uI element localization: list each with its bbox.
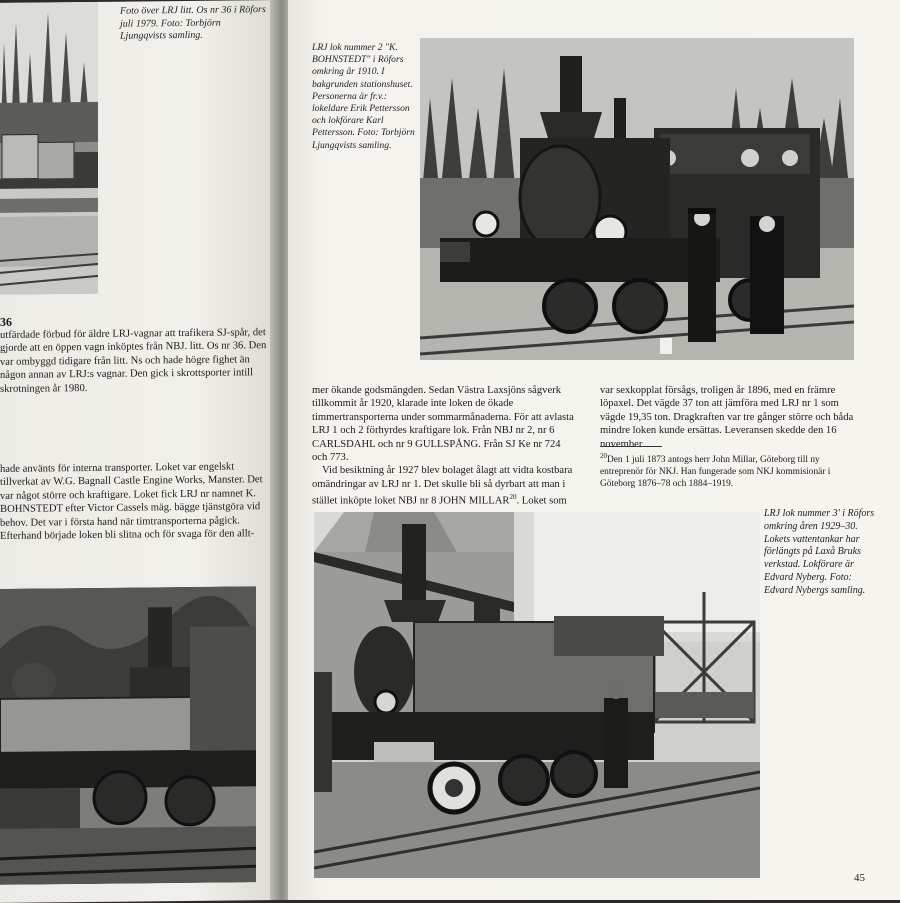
caption-bottom-photo: LRJ lok nummer 3' i Röfors omkring åren 1929–30. Lokets vattentankar har förlängts på Laxå Bruks verkstad. Lokförare är Edvard Nyberg. Foto: Edvard Nybergs samling. [764,508,875,596]
footnote-ref-20: 20 [509,493,517,502]
photo-wagon-os36 [0,2,98,295]
caption-left-top: Foto över LRJ litt. Os nr 36 i Röfors juli 1979. Foto: Torbjörn Ljungqvists samling. [120,4,266,42]
col1-paragraph-1: mer ökande godsmängden. Sedan Västra Laxsjöns sågverk tillkommit år 1920, klarade inte loken de ökade timmertransporterna under sommarmånaderna. För att avlasta LRJ 1 och 2 förhyrdes kraftigare lok. Från NBJ nr 2, nr 6 CARLSDAHL och nr 9 GULLSPÅNG. Från SJ Ke nr 724 och 773. [312,385,574,464]
section-number: 36 [0,314,12,329]
photo-locomotive-k-bohnstedt [420,38,854,360]
page-number: 45 [854,872,865,884]
photo-left-locomotive [0,586,256,885]
left-paragraph-1: utfärdade förbud för äldre LRJ-vagnar att trafikera SJ-spår, det gjorde att en öppen vagn inköptes från NBJ. litt. Os nr 36. Den var ombyggd tidigare från litt. Ns och hade högre fighet än någon annan av LRJ:s vagnar. Den gick i skrottsporter intill skrotningen år 1980. [0,327,267,395]
col1-paragraph-2-text: Vid besiktning år 1927 blev bolaget ålagt att vidta kostbara omändringar av LRJ nr 1. Det skulle bli så dyrbart att man i stället inköpte loket NBJ nr 8 JOHN MILLAR [312,465,573,507]
footnote-20 [600,450,860,490]
footnote-number: 20 [600,452,607,460]
left-paragraph-2: hade använts för interna transporter. Loket var engelskt tillverkat av W.G. Bagnall Castle Engine Works, Manster. Det var något större och kraftigare. Loket fick LRJ nr namnet K. BOHNSTEDT efter Victor Cassels mäg. bägge tjänstgöra vid behov. Det var i första hand när timtransporterna pågick. Efterhand började loken bli slitna och för svaga för den allt- [0,461,263,542]
right-page [288,0,900,900]
footnote-text: Den 1 juli 1873 antogs herr John Millar, Göteborg till ny entreprenör för NKJ. Han fungerade som NKJ kommisionär i Göteborg 1876–78 och 1884–1919. [600,455,831,490]
col1-paragraph-2-end: . Loket som [516,495,567,507]
right-column-1-text [312,384,574,508]
left-page [0,0,278,903]
photo-locomotive-lrj-3 [314,512,760,878]
caption-top-photo: LRJ lok nummer 2 "K. BOHNSTEDT" i Röfors omkring år 1910. I bakgrunden stationshuset. Personerna är fr.v.: lokeldare Erik Pettersson och lokförare Karl Pettersson. Foto: Torbjörn Ljungqvists samling. [312,42,415,151]
col1-paragraph-2 [312,464,574,508]
col2-paragraph-1: var sexkopplat försågs, troligen år 1896, med en främre löpaxel. Det vägde 37 ton att jämföra med LRJ nr 1 som vägde 19,35 ton. Dragkraften var tre gånger större och båda mindre loken kunde ersättas. Leveransen skedde den 16 november [600,385,854,450]
right-column-2-text [600,384,862,451]
footnote-divider [600,446,662,447]
